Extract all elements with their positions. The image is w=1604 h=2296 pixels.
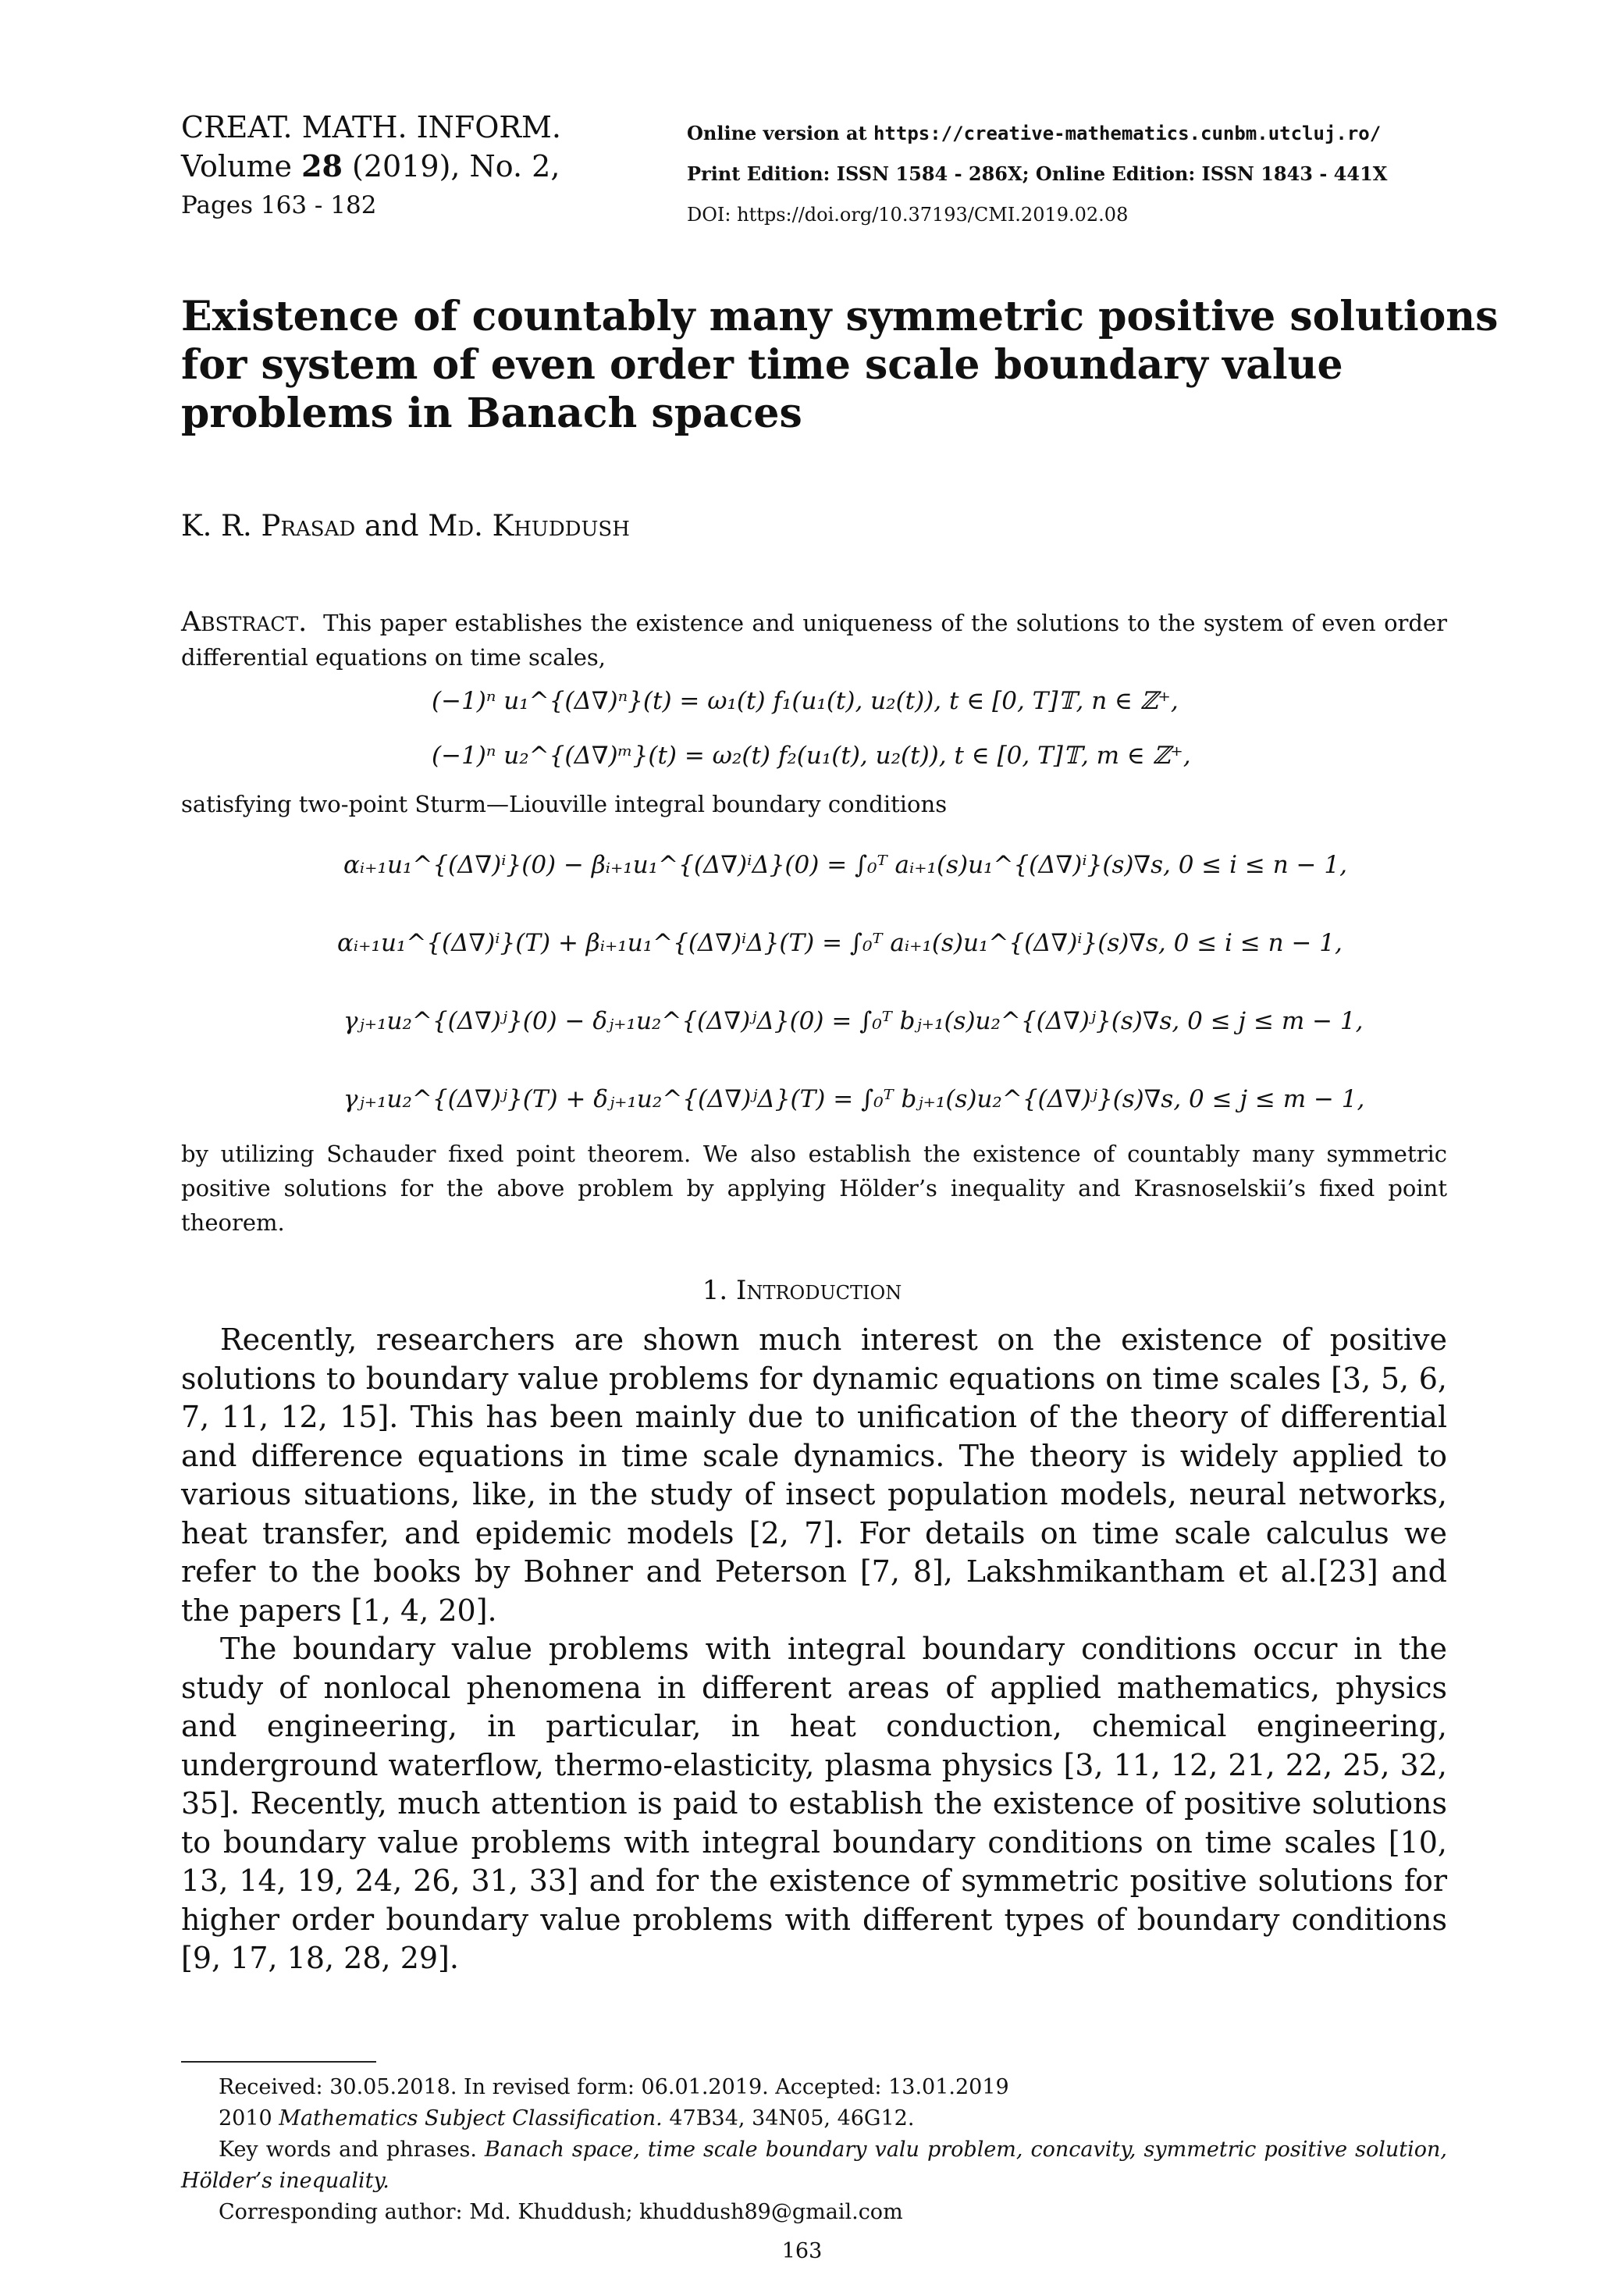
msc-classification bbox=[181, 2103, 1447, 2134]
msc-label: Mathematics Subject Classification. bbox=[279, 2106, 663, 2130]
journal-name: CREAT. MATH. INFORM. bbox=[181, 110, 562, 144]
msc-year: 2010 bbox=[219, 2106, 279, 2130]
equation-1: (−1)ⁿ u₁^{(Δ∇)ⁿ}(t) = ω₁(t) f₁(u₁(t), u₂(t)), t ∈ [0, T]𝕋, n ∈ ℤ⁺, bbox=[432, 687, 1179, 715]
footnote-divider bbox=[181, 2061, 376, 2063]
title-line: Existence of countably many symmetric positive solutions bbox=[181, 293, 1499, 340]
author-separator: and bbox=[355, 509, 429, 543]
paragraph: Recently, researchers are shown much interest on the existence of positive solutions to boundary value problems for dynamic equations on time scales [3, 5, 6, 7, 11, 12, 15]. This has been mainly due to unification of the theory of differential and difference equations in time scale dynamics. The theory is widely applied to various situations, like, in the study of insect population models, neural networks, heat transfer, and epidemic models [2, 7]. For details on time scale calculus we refer to the books by Bohner and Peterson [7, 8], Lakshmikantham et al.[23] and the papers [1, 4, 20]. bbox=[181, 1322, 1447, 1628]
corresponding-author: Corresponding author: Md. Khuddush; khuddush89@gmail.com bbox=[219, 2200, 903, 2224]
footnotes bbox=[181, 2072, 1447, 2228]
abstract-label: Abstract. bbox=[181, 607, 308, 638]
equation-2: (−1)ⁿ u₂^{(Δ∇)ᵐ}(t) = ω₂(t) f₂(u₁(t), u₂(t)), t ∈ [0, T]𝕋, m ∈ ℤ⁺, bbox=[432, 742, 1191, 770]
abstract-closing: by utilizing Schauder fixed point theorem. We also establish the existence of countably many symmetric positive solutions for the above problem by applying Hölder’s inequality and Krasnoselskii’s fixed point theorem. bbox=[181, 1141, 1447, 1236]
online-label: Online version at bbox=[687, 122, 873, 144]
doi-link[interactable]: DOI: https://doi.org/10.37193/CMI.2019.02.08 bbox=[687, 204, 1129, 226]
volume-suffix: (2019), No. 2, bbox=[342, 149, 560, 183]
abstract bbox=[181, 605, 1447, 675]
journal-header bbox=[181, 108, 561, 225]
keywords-label: Key words and phrases. bbox=[219, 2138, 477, 2162]
volume-prefix: Volume bbox=[181, 149, 302, 183]
boundary-condition-3: γⱼ₊₁u₂^{(Δ∇)ʲ}(0) − δⱼ₊₁u₂^{(Δ∇)ʲΔ}(0) = ∫₀ᵀ bⱼ₊₁(s)u₂^{(Δ∇)ʲ}(s)∇s, 0 ≤ j ≤ m − 1, bbox=[343, 1007, 1364, 1035]
author-name: K. R. Prasad bbox=[181, 509, 356, 543]
online-version bbox=[687, 113, 1387, 154]
volume-number: 28 bbox=[301, 148, 343, 183]
boundary-condition-2: αᵢ₊₁u₁^{(Δ∇)ⁱ}(T) + βᵢ₊₁u₁^{(Δ∇)ⁱΔ}(T) = ∫₀ᵀ aᵢ₊₁(s)u₁^{(Δ∇)ⁱ}(s)∇s, 0 ≤ i ≤ n − 1, bbox=[337, 929, 1343, 957]
keywords-text: Banach space, time scale boundary valu problem, concavity, symmetric positive solution, Hölder’s inequality. bbox=[181, 2138, 1447, 2193]
boundary-condition-4: γⱼ₊₁u₂^{(Δ∇)ʲ}(T) + δⱼ₊₁u₂^{(Δ∇)ʲΔ}(T) = ∫₀ᵀ bⱼ₊₁(s)u₂^{(Δ∇)ʲ}(s)∇s, 0 ≤ j ≤ m − 1, bbox=[343, 1085, 1365, 1113]
author-name: Md. Khuddush bbox=[428, 509, 630, 543]
title-line: problems in Banach spaces bbox=[181, 390, 802, 437]
paragraph: The boundary value problems with integral boundary conditions occur in the study of nonlocal phenomena in different areas of applied mathematics, physics and engineering, in particular, in heat conduction, chemical engineering, underground waterflow, thermo-elasticity, plasma physics [3, 11, 12, 21, 22, 25, 32, 35]. Recently, much attention is paid to establish the existence of positive solutions to boundary value problems with integral boundary conditions on time scales [10, 13, 14, 19, 24, 26, 31, 33] and for the existence of symmetric positive solutions for higher order boundary value problems with different types of boundary conditions [9, 17, 18, 28, 29]. bbox=[181, 1632, 1447, 1975]
author-list bbox=[181, 509, 630, 543]
section-heading: 1. Introduction bbox=[702, 1275, 902, 1306]
received-dates: Received: 30.05.2018. In revised form: 06.01.2019. Accepted: 13.01.2019 bbox=[219, 2075, 1009, 2099]
boundary-condition-1: αᵢ₊₁u₁^{(Δ∇)ⁱ}(0) − βᵢ₊₁u₁^{(Δ∇)ⁱΔ}(0) = ∫₀ᵀ aᵢ₊₁(s)u₁^{(Δ∇)ⁱ}(s)∇s, 0 ≤ i ≤ n − 1, bbox=[343, 851, 1347, 879]
abstract-bridge-text: satisfying two-point Sturm—Liouville integral boundary conditions bbox=[181, 791, 948, 817]
online-url-link[interactable]: https://creative-mathematics.cunbm.utcluj.ro/ bbox=[873, 123, 1382, 144]
volume-info bbox=[181, 147, 561, 186]
page-range: Pages 163 - 182 bbox=[181, 191, 377, 219]
keywords bbox=[181, 2134, 1447, 2197]
title-line: for system of even order time scale boundary value bbox=[181, 341, 1343, 389]
msc-codes: 47B34, 34N05, 46G12. bbox=[662, 2106, 915, 2130]
abstract-text: This paper establishes the existence and uniqueness of the solutions to the system of even order differential equations on time scales, bbox=[181, 610, 1447, 671]
issn-info: Print Edition: ISSN 1584 - 286X; Online Edition: ISSN 1843 - 441X bbox=[687, 162, 1388, 185]
page-number: 163 bbox=[781, 2239, 823, 2263]
paper-title bbox=[181, 293, 1499, 438]
publication-info bbox=[687, 113, 1387, 235]
introduction-body bbox=[181, 1321, 1447, 1978]
